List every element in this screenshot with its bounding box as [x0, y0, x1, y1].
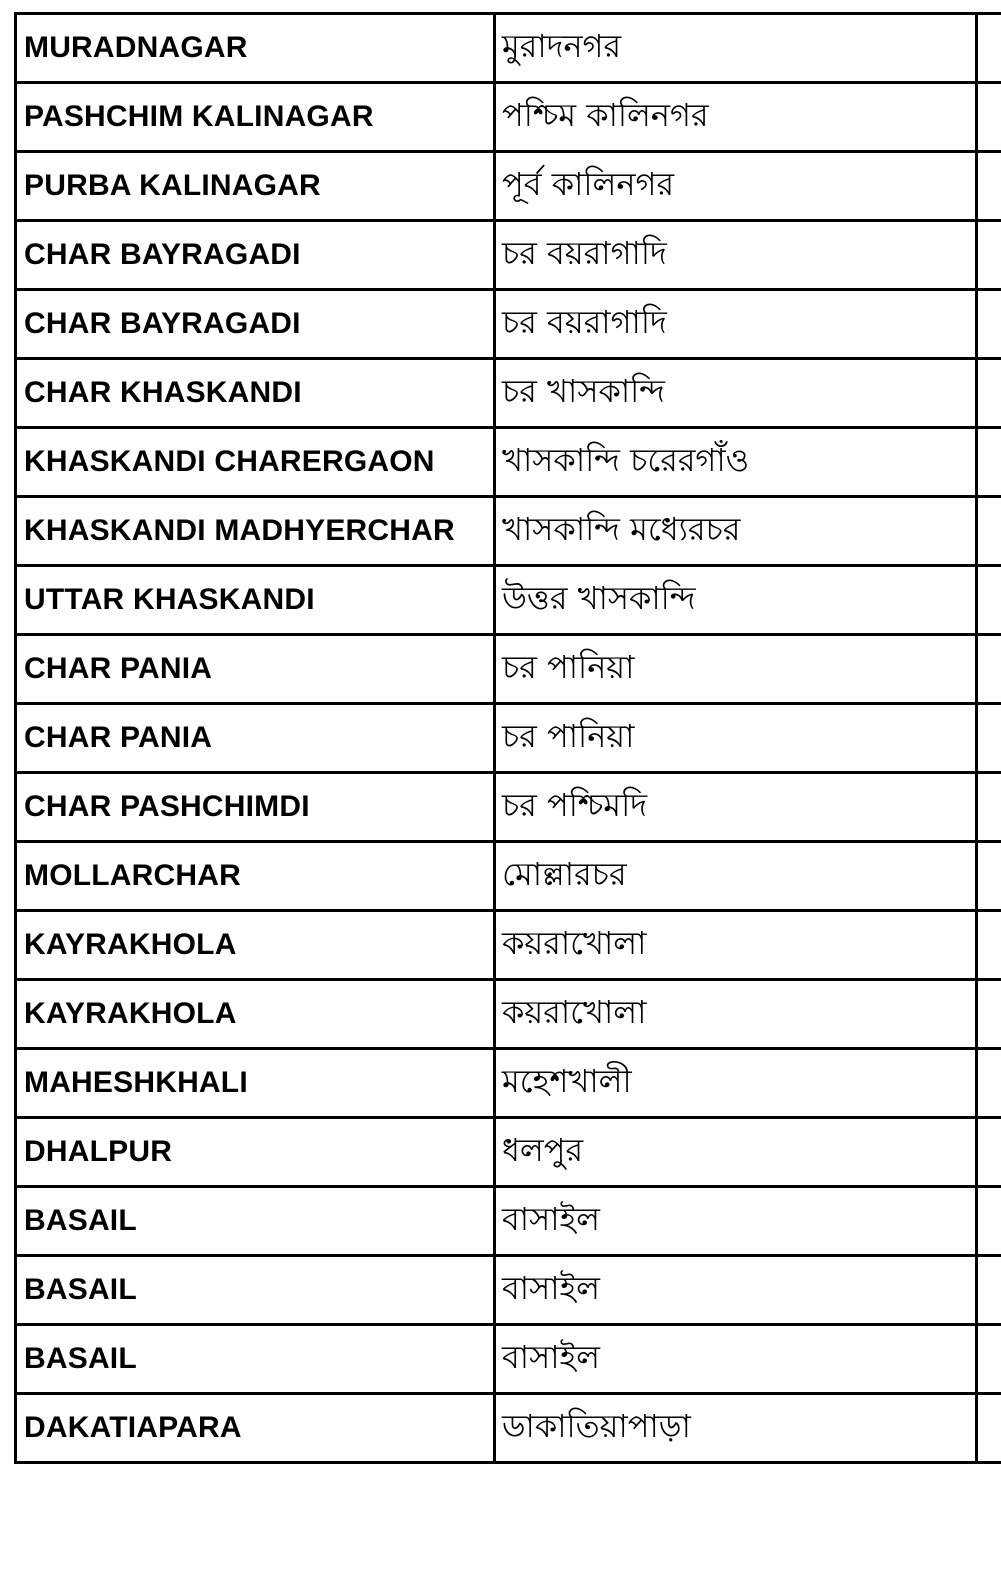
- edge-rule: [978, 288, 1001, 291]
- table-row: [14, 981, 978, 1050]
- edge-rule: [978, 702, 1001, 705]
- edge-rule: [978, 1185, 1001, 1188]
- table-row: [14, 843, 978, 912]
- table-row: [14, 636, 978, 705]
- table-row: [14, 912, 978, 981]
- english-name-cell: KHASKANDI CHARERGAON: [14, 429, 496, 495]
- bengali-name-cell: চর বয়রাগাদি: [496, 291, 978, 357]
- table-row: [14, 84, 978, 153]
- bengali-name-cell: চর বয়রাগাদি: [496, 222, 978, 288]
- english-name-cell: BASAIL: [14, 1257, 496, 1323]
- table-row: [14, 1188, 978, 1257]
- english-name-cell: MAHESHKHALI: [14, 1050, 496, 1116]
- bengali-name-cell: খাসকান্দি মধ্যেরচর: [496, 498, 978, 564]
- table-row: [14, 774, 978, 843]
- edge-rule: [978, 357, 1001, 360]
- english-name-cell: BASAIL: [14, 1326, 496, 1392]
- bengali-name-cell: বাসাইল: [496, 1188, 978, 1254]
- edge-rule: [978, 495, 1001, 498]
- bengali-name-cell: উত্তর খাসকান্দি: [496, 567, 978, 633]
- bengali-name-cell: পূর্ব কালিনগর: [496, 153, 978, 219]
- bengali-name-cell: মহেশখালী: [496, 1050, 978, 1116]
- english-name-cell: DHALPUR: [14, 1119, 496, 1185]
- bengali-name-cell: কয়রাখোলা: [496, 981, 978, 1047]
- table-row: [14, 705, 978, 774]
- edge-rule: [978, 633, 1001, 636]
- edge-rule: [978, 12, 1001, 15]
- edge-rule: [978, 426, 1001, 429]
- english-name-cell: PASHCHIM KALINAGAR: [14, 84, 496, 150]
- table-row: [14, 222, 978, 291]
- table-row: [14, 567, 978, 636]
- bengali-name-cell: চর পানিয়া: [496, 636, 978, 702]
- right-edge-column: [978, 12, 1001, 1460]
- bengali-name-cell: চর পানিয়া: [496, 705, 978, 771]
- bengali-name-cell: পশ্চিম কালিনগর: [496, 84, 978, 150]
- english-name-cell: CHAR BAYRAGADI: [14, 291, 496, 357]
- table-row: [14, 429, 978, 498]
- table-row: [14, 1050, 978, 1119]
- bengali-name-cell: কয়রাখোলা: [496, 912, 978, 978]
- english-name-cell: CHAR PANIA: [14, 705, 496, 771]
- edge-rule: [978, 1254, 1001, 1257]
- table-row: [14, 360, 978, 429]
- edge-rule: [978, 1047, 1001, 1050]
- english-name-cell: KHASKANDI MADHYERCHAR: [14, 498, 496, 564]
- english-name-cell: PURBA KALINAGAR: [14, 153, 496, 219]
- edge-rule: [978, 1392, 1001, 1395]
- bengali-name-cell: চর খাসকান্দি: [496, 360, 978, 426]
- english-name-cell: KAYRAKHOLA: [14, 912, 496, 978]
- edge-rule: [978, 978, 1001, 981]
- place-name-table: [14, 12, 978, 1464]
- table-row: [14, 498, 978, 567]
- table-row: [14, 1119, 978, 1188]
- bengali-name-cell: মোল্লারচর: [496, 843, 978, 909]
- english-name-cell: DAKATIAPARA: [14, 1395, 496, 1461]
- edge-rule: [978, 81, 1001, 84]
- table-row: [14, 15, 978, 84]
- table-row: [14, 1326, 978, 1395]
- english-name-cell: CHAR PANIA: [14, 636, 496, 702]
- english-name-cell: MURADNAGAR: [14, 15, 496, 81]
- table-row: [14, 153, 978, 222]
- edge-rule: [978, 1116, 1001, 1119]
- edge-rule: [978, 840, 1001, 843]
- table-row: [14, 1257, 978, 1326]
- english-name-cell: BASAIL: [14, 1188, 496, 1254]
- bengali-name-cell: মুরাদনগর: [496, 15, 978, 81]
- edge-rule: [978, 1323, 1001, 1326]
- edge-rule: [978, 909, 1001, 912]
- table-row: [14, 291, 978, 360]
- english-name-cell: CHAR KHASKANDI: [14, 360, 496, 426]
- bengali-name-cell: ধলপুর: [496, 1119, 978, 1185]
- bengali-name-cell: বাসাইল: [496, 1326, 978, 1392]
- bengali-name-cell: বাসাইল: [496, 1257, 978, 1323]
- edge-rule: [978, 219, 1001, 222]
- english-name-cell: MOLLARCHAR: [14, 843, 496, 909]
- english-name-cell: CHAR PASHCHIMDI: [14, 774, 496, 840]
- english-name-cell: CHAR BAYRAGADI: [14, 222, 496, 288]
- english-name-cell: UTTAR KHASKANDI: [14, 567, 496, 633]
- edge-rule: [978, 564, 1001, 567]
- bengali-name-cell: চর পশ্চিমদি: [496, 774, 978, 840]
- english-name-cell: KAYRAKHOLA: [14, 981, 496, 1047]
- edge-rule: [978, 150, 1001, 153]
- edge-rule: [978, 1461, 1001, 1464]
- table-row: [14, 1395, 978, 1464]
- bengali-name-cell: খাসকান্দি চরেরগাঁও: [496, 429, 978, 495]
- edge-rule: [978, 771, 1001, 774]
- bengali-name-cell: ডাকাতিয়াপাড়া: [496, 1395, 978, 1461]
- left-edge: [0, 0, 2, 1460]
